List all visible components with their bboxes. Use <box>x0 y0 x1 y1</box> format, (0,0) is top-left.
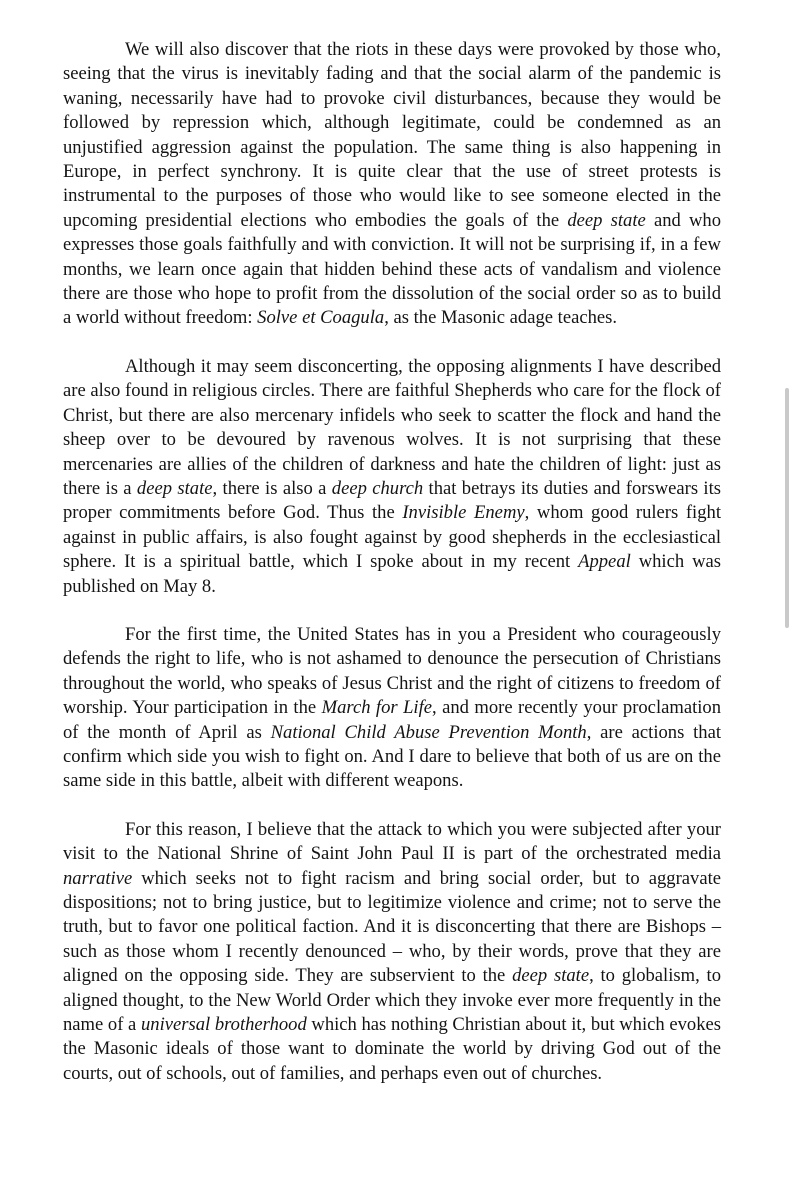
italic-text: universal brotherhood <box>140 1014 307 1036</box>
italic-text: Invisible Enemy <box>402 502 525 524</box>
text-run: that betrays its duties and forswears its proper commitments before God. Thus the <box>63 477 721 524</box>
italic-text: Solve et Coagula <box>257 307 385 329</box>
text-run: For the first time, the United States has in you a President who courageously defends the right to life, who is not ashamed to denounce the persecution of Christians throughout the world, who speaks of Jesus Christ and the right of citizens to freedom of worship. Your participation in the <box>63 623 721 719</box>
paragraph-4 <box>63 818 721 1086</box>
text-run: Although it may seem disconcerting, the opposing alignments I have described are also found in religious circles. There are faithful Shepherds who care for the flock of Christ, but there are also mercenary infidels who seek to scatter the flock and hand the sheep over to be devoured by ravenous wolves. It is not surprising that these mercenaries are allies of the children of darkness and hate the children of light: just as there is a <box>63 355 721 499</box>
text-run: For this reason, I believe that the attack to which you were subjected after your visit to the National Shrine of Saint John Paul II is part of the orchestrated media <box>63 818 721 865</box>
text-run: which was published on May 8. <box>63 551 721 597</box>
italic-text: March for Life <box>321 697 433 719</box>
text-run: , to globalism, to aligned thought, to the New World Order which they invoke ever more frequently in the name of a <box>63 965 721 1036</box>
italic-text: deep state <box>512 965 590 987</box>
text-run: , there is also a <box>212 477 332 499</box>
text-run: , as the Masonic adage teaches. <box>384 307 618 329</box>
text-run: , and more recently your proclamation of the month of April as <box>63 697 721 743</box>
italic-text: deep state <box>567 209 646 231</box>
italic-text: deep church <box>331 477 424 499</box>
text-run: , are actions that confirm which side you wish to fight on. And I dare to believe that both of us are on the same side in this battle, albeit with different weapons. <box>63 721 721 792</box>
document-page <box>63 38 721 1086</box>
text-run: We will also discover that the riots in these days were provoked by those who, seeing that the virus is inevitably fading and that the social alarm of the pandemic is waning, necessarily have had to provoke civil disturbances, because they would be followed by repression which, although legitimate, could be condemned as an unjustified aggression against the population. The same thing is also happening in Europe, in perfect synchrony. It is quite clear that the use of street protests is instrumental to the purposes of those who would like to see someone elected in the upcoming presidential elections who embodies the goals of the <box>63 39 721 231</box>
italic-text: Appeal <box>578 551 631 573</box>
scrollbar[interactable] <box>785 388 789 628</box>
italic-text: deep state <box>136 477 213 499</box>
text-run: which has nothing Christian about it, but which evokes the Masonic ideals of those want to dominate the world by driving God out of the courts, out of schools, out of families, and perhaps even out of churches. <box>63 1014 721 1084</box>
paragraph-3 <box>63 623 721 794</box>
italic-text: National Child Abuse Prevention Month <box>270 721 587 743</box>
paragraph-2 <box>63 355 721 599</box>
italic-text: narrative <box>63 867 133 889</box>
paragraph-1 <box>63 38 721 331</box>
text-run: and who expresses those goals faithfully and with conviction. It will not be surprising if, in a few months, we learn once again that hidden behind these acts of vandalism and violence there are those who hope to profit from the dissolution of the social order so as to build a world without freedom: <box>63 209 721 329</box>
text-run: which seeks not to fight racism and bring social order, but to aggravate dispositions; not to bring justice, but to legitimize violence and crime; not to serve the truth, but to favor one political faction. And it is disconcerting that there are Bishops – such as those whom I recently denounced – who, by their words, prove that they are aligned on the opposing side. They are subservient to the <box>63 867 721 987</box>
text-run: , whom good rulers fight against in public affairs, is also fought against by good shepherds in the ecclesiastical sphere. It is a spiritual battle, which I spoke about in my recent <box>63 502 721 573</box>
